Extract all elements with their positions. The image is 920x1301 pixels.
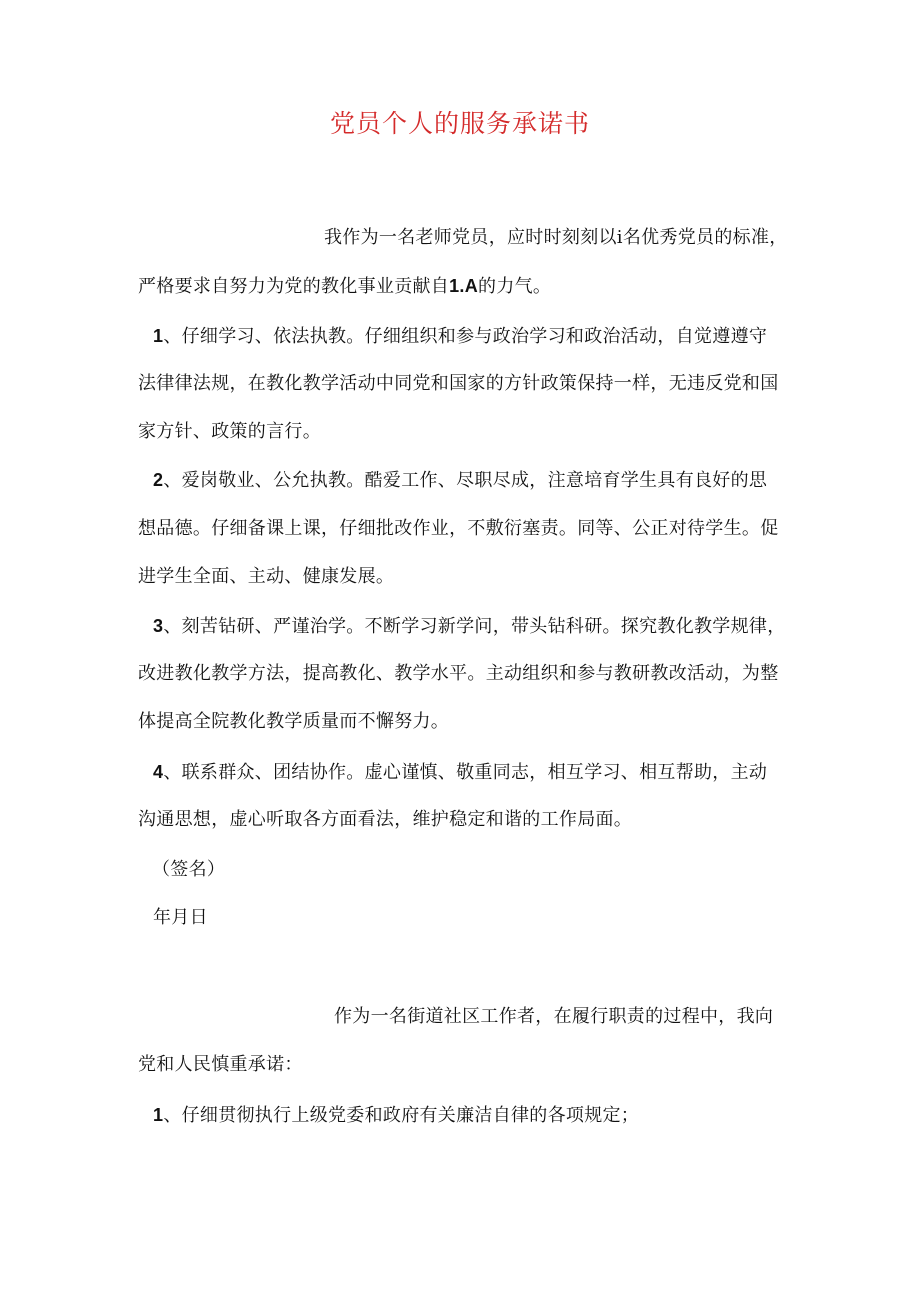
section-2-item-1-number: 1 bbox=[153, 1105, 164, 1125]
item-3-line-1 bbox=[153, 602, 805, 651]
item-3-number: 3 bbox=[153, 616, 164, 636]
item-2-line-3: 进学生全面、主动、健康发展。 bbox=[138, 566, 395, 587]
item-1-number: 1 bbox=[153, 326, 164, 346]
item-1-line-2: 法律律法规，在教化教学活动中同党和国家的方针政策保持一样，无违反党和国 bbox=[138, 373, 779, 394]
item-3-line-3: 体提高全院教化教学质量而不懈努力。 bbox=[138, 711, 450, 732]
item-3-line-2: 改进教化教学方法，提高教化、教学水平。主动组织和参与教研教改活动，为整 bbox=[138, 663, 779, 684]
item-2-line-1 bbox=[153, 456, 805, 505]
item-1-text-1: 、仔细学习、依法执教。仔细组织和参与政治学习和政治活动，自觉遵遵守 bbox=[163, 326, 768, 347]
section-2-line-2: 党和人民慎重承诺： bbox=[138, 1054, 303, 1075]
item-2-number: 2 bbox=[153, 470, 164, 490]
section-2-item-1 bbox=[153, 1091, 805, 1140]
document-title: 党员个人的服务承诺书 bbox=[329, 109, 590, 138]
intro-line-2-pre: 严格要求自努力为党的教化事业贡献自 bbox=[138, 276, 450, 297]
item-1-line-1 bbox=[153, 312, 805, 361]
item-1-line-3: 家方针、政策的言行。 bbox=[138, 421, 321, 442]
intro-line-2-code: 1.A bbox=[449, 276, 479, 296]
item-2-line-2: 想品德。仔细备课上课，仔细批改作业，不敷衍塞责。同等、公正对待学生。促 bbox=[138, 518, 779, 539]
section-2-item-1-text: 、仔细贯彻执行上级党委和政府有关廉洁自律的各项规定； bbox=[163, 1105, 640, 1126]
item-3-text-1: 、刻苦钻研、严谨治学。不断学习新学问，带头钻科研。探究教化教学规律， bbox=[163, 616, 786, 637]
section-2-line-1: 作为一名街道社区工作者，在履行职责的过程中，我向 bbox=[334, 1006, 774, 1027]
item-4-line-2: 沟通思想，虚心听取各方面看法，维护稳定和谐的工作局面。 bbox=[138, 809, 633, 830]
intro-line-2-post: 的力气。 bbox=[478, 276, 552, 297]
signature-label: （签名） bbox=[152, 859, 226, 880]
item-4-number: 4 bbox=[153, 762, 164, 782]
item-2-text-1: 、爱岗敬业、公允执教。酷爱工作、尽职尽成，注意培育学生具有良好的思 bbox=[163, 470, 768, 491]
item-4-line-1 bbox=[153, 748, 805, 797]
intro-line-2 bbox=[138, 262, 790, 311]
item-4-text-1: 、联系群众、团结协作。虚心谨慎、敬重同志，相互学习、相互帮助，主动 bbox=[163, 762, 768, 783]
date-label: 年月日 bbox=[153, 907, 208, 928]
intro-line-1: 我作为一名老师党员，应时时刻刻以i名优秀党员的标准， bbox=[324, 227, 788, 248]
